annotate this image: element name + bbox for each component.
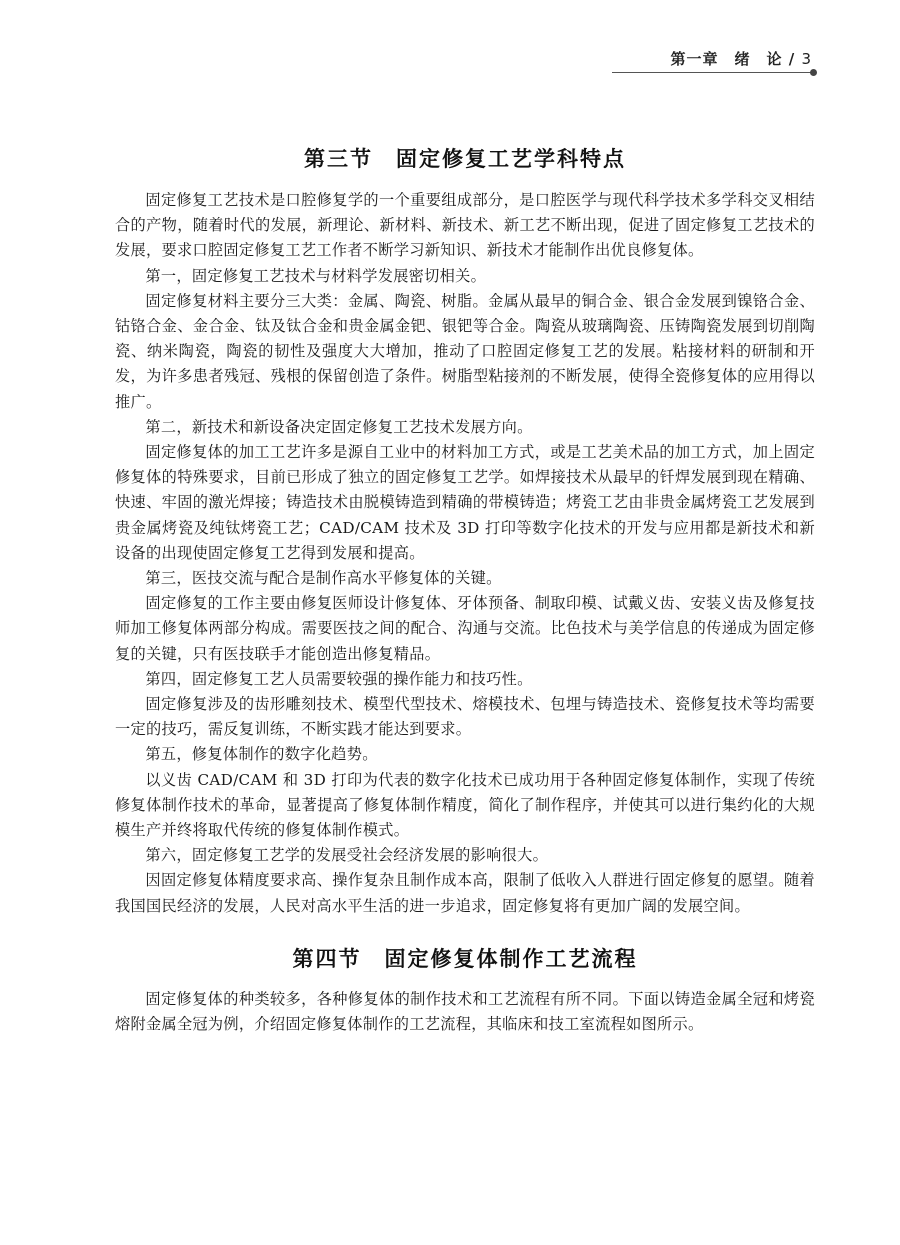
paragraph: 第二，新技术和新设备决定固定修复工艺技术发展方向。	[145, 417, 533, 436]
paragraph: 固定修复涉及的齿形雕刻技术、模型代型技术、熔模技术、包埋与铸造技术、瓷修复技术等均需要一定的技巧，需反复训练，不断实践才能达到要求。	[115, 695, 815, 739]
header-rule-dot	[810, 69, 817, 76]
header-rule	[612, 72, 812, 73]
section-4-title: 第四节 固定修复体制作工艺流程	[292, 946, 638, 971]
section-3-title: 第三节 固定修复工艺学科特点	[304, 147, 626, 171]
paragraph: 第三，医技交流与配合是制作高水平修复体的关键。	[145, 569, 502, 588]
section-3-body	[115, 188, 815, 919]
page-number: 3	[801, 50, 812, 68]
header-separator: /	[788, 50, 796, 68]
paragraph: 固定修复体的种类较多，各种修复体的制作技术和工艺流程有所不同。下面以铸造金属全冠和烤瓷熔附金属全冠为例，介绍固定修复体制作的工艺流程，其临床和技工室流程如图所示。	[115, 989, 815, 1034]
paragraph: 第四，固定修复工艺人员需要较强的操作能力和技巧性。	[145, 669, 533, 688]
paragraph: 以义齿 CAD/CAM 和 3D 打印为代表的数字化技术已成功用于各种固定修复体制作，实现了传统修复体制作技术的革命，显著提高了修复体制作精度，简化了制作程序，并使其可以进行集约化的大规模生产并终将取代传统的修复体制作模式。	[115, 770, 815, 840]
paragraph: 因固定修复体精度要求高、操作复杂且制作成本高，限制了低收入人群进行固定修复的愿望。随着我国国民经济的发展，人民对高水平生活的进一步追求，固定修复将有更加广阔的发展空间。	[115, 871, 815, 915]
section-4-body	[115, 987, 815, 1037]
paragraph: 第五，修复体制作的数字化趋势。	[145, 745, 378, 764]
paragraph: 第一，固定修复工艺技术与材料学发展密切相关。	[145, 266, 487, 285]
paragraph: 固定修复的工作主要由修复医师设计修复体、牙体预备、制取印模、试戴义齿、安装义齿及修复技师加工修复体两部分构成。需要医技之间的配合、沟通与交流。比色技术与美学信息的传递成为固定修复的关键，只有医技联手才能创造出修复精品。	[115, 594, 815, 663]
paragraph: 固定修复材料主要分三大类：金属、陶瓷、树脂。金属从最早的铜合金、银合金发展到镍铬合金、钴铬合金、金合金、钛及钛合金和贵金属金钯、银钯等合金。陶瓷从玻璃陶瓷、压铸陶瓷发展到切削陶瓷、纳米陶瓷，陶瓷的韧性及强度大大增加，推动了口腔固定修复工艺的发展。粘接材料的研制和开发，为许多患者残冠、残根的保留创造了条件。树脂型粘接剂的不断发展，使得全瓷修复体的应用得以推广。	[115, 291, 815, 411]
page-body	[115, 138, 815, 1037]
paragraph: 固定修复体的加工工艺许多是源自工业中的材料加工方式，或是工艺美术品的加工方式，加上固定修复体的特殊要求，目前已形成了独立的固定修复工艺学。如焊接技术从最早的钎焊发展到现在精确、快速、牢固的激光焊接；铸造技术由脱模铸造到精确的带模铸造；烤瓷工艺由非贵金属烤瓷工艺发展到贵金属烤瓷及纯钛烤瓷工艺；CAD/CAM 技术及 3D 打印等数字化技术的开发与应用都是新技术和新设备的出现使固定修复工艺得到发展和提高。	[115, 443, 815, 562]
paragraph: 第六，固定修复工艺学的发展受社会经济发展的影响很大。	[145, 846, 549, 865]
chapter-title: 第一章 绪 论	[670, 50, 783, 68]
running-header	[0, 48, 812, 69]
paragraph: 固定修复工艺技术是口腔修复学的一个重要组成部分，是口腔医学与现代科学技术多学科交叉相结合的产物，随着时代的发展，新理论、新材料、新技术、新工艺不断出现，促进了固定修复工艺技术的发展，要求口腔固定修复工艺工作者不断学习新知识、新技术才能制作出优良修复体。	[115, 191, 815, 260]
